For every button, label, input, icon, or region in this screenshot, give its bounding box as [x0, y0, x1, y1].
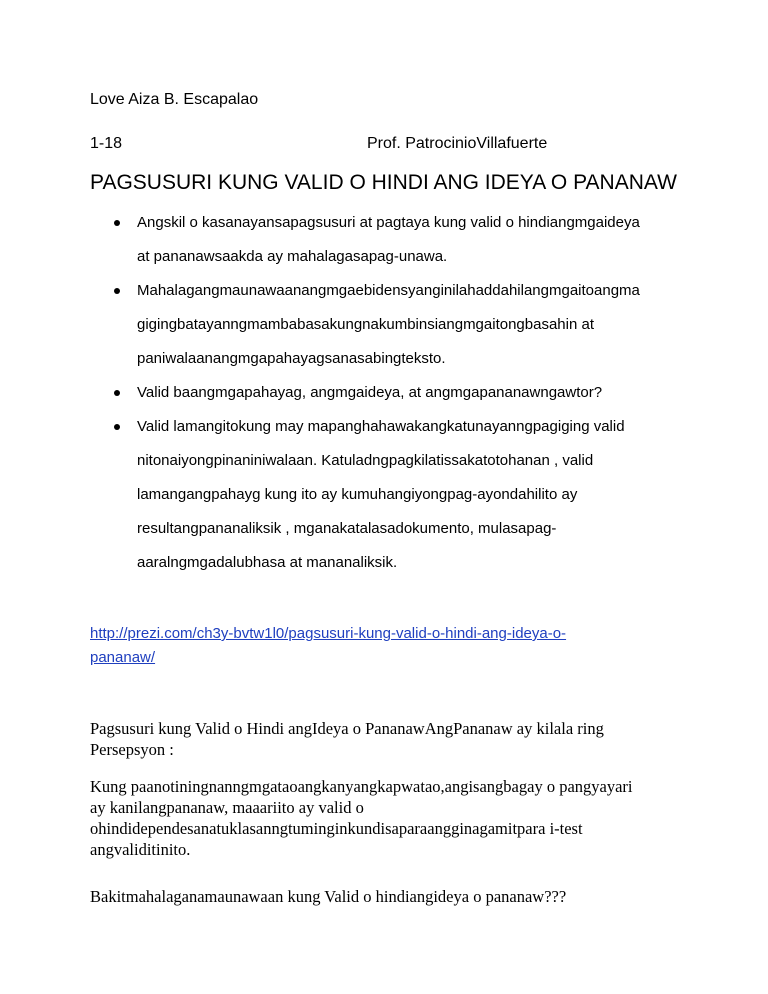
list-item-line: Valid baangmgapahayag, angmgaideya, at angmgapananawngawtor?: [137, 384, 603, 401]
paragraph-line: ay kanilangpananaw, maaariito ay valid o: [90, 798, 364, 817]
list-item: [90, 206, 710, 274]
paragraph-question: [90, 886, 690, 907]
list-item-line: at pananawsaakda ay mahalagasapag-unawa.: [137, 248, 448, 265]
list-item-line: gigingbatayanngmambabasakungnakumbinsiangmgaitongbasahin at: [137, 316, 594, 333]
list-item-line: resultangpananaliksik , mganakatalasadokumento, mulasapag-: [137, 520, 557, 537]
list-item-line: paniwalaanangmgapahayagsanasabingteksto.: [137, 350, 446, 367]
bullet-list: [90, 206, 710, 580]
paragraph-line: Pagsusuri kung Valid o Hindi angIdeya o PananawAngPananaw ay kilala ring: [90, 719, 604, 738]
list-item-line: Mahalagangmaunawaanangmgaebidensyanginilahaddahilangmgaitoangma: [137, 282, 640, 299]
professor-name: Prof. PatrocinioVillafuerte: [367, 135, 548, 152]
paragraph-line: angvaliditinito.: [90, 840, 191, 859]
bullet-icon: [114, 424, 120, 430]
list-item-line: lamangangpahayg kung ito ay kumuhangiyongpag-ayondahilito ay: [137, 486, 578, 503]
paragraph-line: Bakitmahalaganamaunawaan kung Valid o hindiangideya o pananaw???: [90, 887, 567, 906]
list-item-line: aaralngmgadalubhasa at mananaliksik.: [137, 554, 398, 571]
list-item: [90, 376, 710, 410]
source-link-line: pananaw/: [90, 649, 156, 666]
list-item: [90, 274, 710, 376]
author-name: Love Aiza B. Escapalao: [90, 91, 259, 108]
list-item-line: Valid lamangitokung may mapanghahawakangkatunayanngpagiging valid: [137, 418, 625, 435]
page-title: PAGSUSURI KUNG VALID O HINDI ANG IDEYA O PANANAW: [90, 171, 677, 194]
paragraph-intro: [90, 718, 690, 760]
source-link[interactable]: [90, 622, 650, 670]
bullet-icon: [114, 220, 120, 226]
section-number: 1-18: [90, 135, 123, 152]
list-item-line: nitonaiyongpinaniniwalaan. Katuladngpagkilatissakatotohanan , valid: [137, 452, 594, 469]
bullet-icon: [114, 288, 120, 294]
source-link-line: http://prezi.com/ch3y-bvtw1l0/pagsusuri-kung-valid-o-hindi-ang-ideya-o-: [90, 625, 567, 642]
list-item: [90, 410, 710, 580]
paragraph-line: Kung paanotiningnanngmgataoangkanyangkapwatao,angisangbagay o pangyayari: [90, 777, 633, 796]
paragraph-line: Persepsyon :: [90, 740, 174, 759]
list-item-line: Angskil o kasanayansapagsusuri at pagtaya kung valid o hindiangmgaideya: [137, 214, 640, 231]
paragraph-line: ohindidependesanatuklasanngtuminginkundisaparaangginagamitpara i-test: [90, 819, 583, 838]
paragraph-definition: [90, 776, 690, 860]
bullet-icon: [114, 390, 120, 396]
